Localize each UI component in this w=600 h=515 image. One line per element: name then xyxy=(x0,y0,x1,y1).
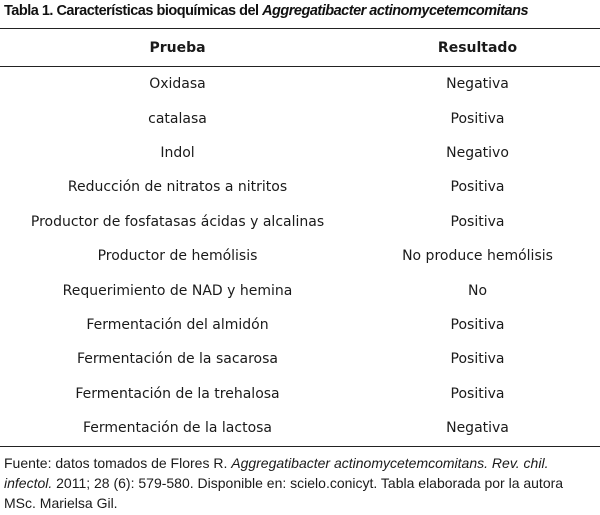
cell-resultado: Positiva xyxy=(450,385,505,402)
cell-resultado: No xyxy=(467,282,488,299)
table-row xyxy=(0,411,600,447)
caption-text: Características bioquímicas del xyxy=(56,3,259,19)
cell-resultado: Positiva xyxy=(450,316,505,333)
cell-prueba: Fermentación de la lactosa xyxy=(0,411,355,447)
table-row xyxy=(0,342,600,376)
footnote-journal: Rev. chil. infectol. xyxy=(4,455,549,491)
cell-prueba: Fermentación de la trehalosa xyxy=(75,385,280,402)
header-resultado: Resultado xyxy=(355,29,600,67)
table-row xyxy=(0,101,600,135)
cell-prueba: Indol xyxy=(160,144,195,161)
source-footnote xyxy=(4,453,596,513)
cell-prueba: Reducción de nitratos a nitritos xyxy=(67,179,288,196)
cell-resultado: Negativa xyxy=(355,411,600,447)
cell-resultado: Positiva xyxy=(450,213,505,230)
table-row xyxy=(0,170,600,204)
cell-prueba: Fermentación de la sacarosa xyxy=(77,351,278,368)
cell-resultado: Positiva xyxy=(450,110,505,127)
cell-resultado: Positiva xyxy=(450,179,505,196)
cell-prueba: Productor de hemólisis xyxy=(97,248,258,265)
biochemical-table xyxy=(0,28,600,447)
table-row xyxy=(0,67,600,102)
footnote-prefix: Fuente: datos tomados de Flores R. xyxy=(4,455,228,471)
cell-resultado: Negativo xyxy=(446,144,509,161)
caption-organism: Aggregatibacter actinomycetemcomitans xyxy=(262,3,529,19)
cell-resultado: Positiva xyxy=(450,351,505,368)
cell-resultado: No produce hemólisis xyxy=(402,248,553,265)
cell-prueba: Fermentación del almidón xyxy=(86,316,269,333)
caption-label: Tabla 1. xyxy=(4,3,53,19)
table-row xyxy=(0,377,600,411)
cell-prueba: Productor de fosfatasas ácidas y alcalinas xyxy=(30,213,325,230)
table-row xyxy=(0,205,600,239)
table-header-row xyxy=(0,29,600,67)
table-row xyxy=(0,273,600,307)
table-row xyxy=(0,308,600,342)
header-prueba: Prueba xyxy=(0,29,355,67)
cell-prueba: Requerimiento de NAD y hemina xyxy=(62,282,293,299)
table-row xyxy=(0,136,600,170)
footnote-title: Aggregatibacter actinomycetemcomitans. xyxy=(231,455,489,471)
cell-resultado: Negativa xyxy=(446,76,509,93)
table-caption xyxy=(4,3,598,19)
footnote-citation: 2011; 28 (6): 579-580. Disponible en: scielo.conicyt. Tabla elaborada por la autora MSc. Marielsa Gil. xyxy=(4,475,564,511)
cell-prueba: catalasa xyxy=(148,110,207,127)
cell-prueba: Oxidasa xyxy=(149,76,206,93)
table-row xyxy=(0,239,600,273)
